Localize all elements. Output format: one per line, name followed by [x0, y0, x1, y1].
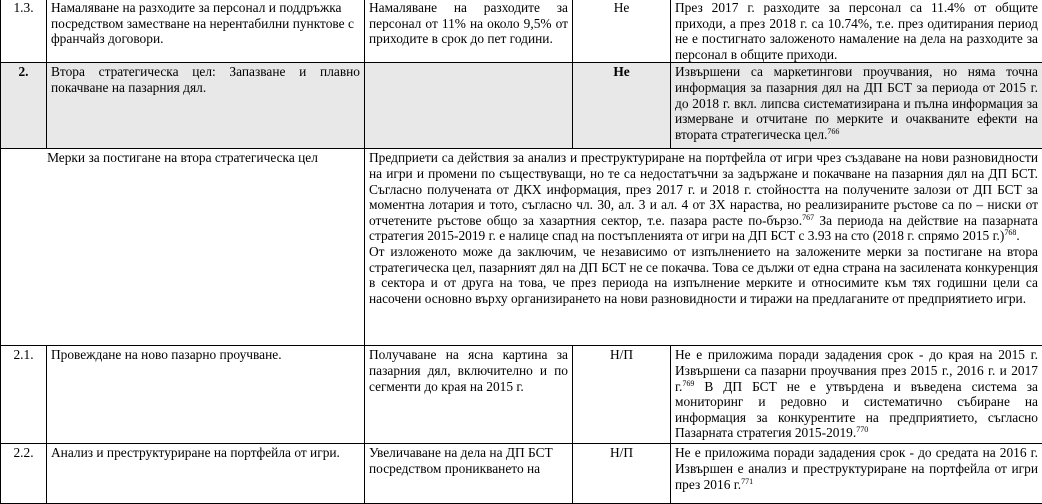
goal-name: Втора стратегическа цел: Запазване и плавно покачване на пазарния дял. [47, 63, 365, 149]
table-row-goal [1, 63, 1042, 149]
measures-text [365, 149, 1042, 346]
comment-text-cont: В ДП БСТ не е утвърдена и въведена система за мониторинг и редовно и систематично събиране на информация за конкурентите на предприятието, съгласно Пазарната стратегия 2015-2019. [675, 379, 1038, 441]
comment-text: Не е приложима поради зададения срок - до средата на 2016 г. Извършен е анализ и преструктуриране на портфейла от игри през 2016 г. [675, 445, 1038, 491]
status-cell: Н/П [573, 444, 671, 504]
footnote-ref: 770 [856, 425, 868, 434]
measures-para1-end: . [1016, 228, 1019, 243]
measure-name: Намаляване на разходите за персонал и поддръжка посредством заместване на нерентабилни пунктове с франчайз договори. [47, 0, 365, 63]
comment-cell [671, 63, 1042, 149]
measure-target: Получаване на ясна картина за пазарния дял, включително и по сегменти до края на 2015 г. [365, 346, 573, 444]
measure-name: Провеждане на ново пазарно проучване. [47, 346, 365, 444]
status-cell: Не [573, 0, 671, 63]
footnote-ref: 767 [802, 213, 814, 222]
measures-para1-text: Предприети са действия за анализ и преструктуриране на портфейла от игри чрез създаване на нови разновидности на игри и промени по съществуващи, но те са недостатъчни за задържане и покачване на пазарния дял на ДП БСТ. Съгласно получената от ДКХ информация, през 2017 г. и 2018 г. стойността на получените залози от ДП БСТ за моментна лотария и тото, съгласно чл. 30, ал. 3 и ал. 4 от ЗХ нараства, но реализираните ръстове са по – ниски от отчетените ръстове общо за хазартния сектор, т.е. пазара расте по-бързо. [369, 150, 1038, 227]
row-number: 2.1. [1, 346, 47, 444]
table-row [1, 444, 1042, 504]
status-cell: Н/П [573, 346, 671, 444]
table-row [1, 0, 1042, 63]
measures-para1-text-cont: За периода на действие на пазарната стратегия 2015-2019 г. е налице спад на постъпленията от игри на ДП БСТ с 3.93 на сто (2018 г. спрямо 2015 г.) [369, 213, 1038, 244]
comment-cell [671, 444, 1042, 504]
measures-heading: Мерки за постигане на втора стратегическа цел [1, 149, 365, 346]
measures-para2: От изложеното може да заключим, че независимо от изпълнението на заложените мерки за постигане на втора стратегическа цел, пазарният дял на ДП БСТ не се покачва. Това се дължи от една страна на засилената конкуренция в сектора и от друга на това, че през периода на изпълнение мерките и относимите към тях годишни цели са насочени основно върху организирането на нови разновидности и тиражи на предлаганите от предприятието игри. [369, 244, 1038, 306]
goal-target [365, 63, 573, 149]
row-number: 2.2. [1, 444, 47, 504]
footnote-ref: 766 [827, 127, 839, 136]
row-number: 2. [1, 63, 47, 149]
table-row [1, 346, 1042, 444]
row-number: 1.3. [1, 0, 47, 63]
measures-row [1, 149, 1042, 346]
footnote-ref: 771 [741, 477, 753, 486]
comment-text: Извършени са маркетингови проучвания, но няма точна информация за пазарния дял на ДП БСТ за периода от 2015 г. до 2018 г. вкл. липсва систематизирана и пълна информация за измерване и отчитане по мерките и очакваните ефекти на втората стратегическа цел. [675, 64, 1038, 141]
measure-target: Увеличаване на дела на ДП БСТ посредством проникването на [365, 444, 573, 504]
comment-text: Не е приложима поради зададения срок - до края на 2015 г. Извършени са пазарни проучвания през 2015 г., 2016 г. и 2017 г. [675, 347, 1038, 393]
footnote-ref: 769 [682, 379, 694, 388]
measure-name: Анализ и преструктуриране на портфейла от игри. [47, 444, 365, 504]
footnote-ref: 768 [1004, 228, 1016, 237]
measure-target: Намаляване на разходите за персонал от 11% на около 9,5% от приходите в срок до пет години. [365, 0, 573, 63]
comment-cell [671, 346, 1042, 444]
comment-cell: През 2017 г. разходите за персонал са 11.4% от общите приходи, а през 2018 г. са 10.74%, т.е. през одитирания период не е постигнато заложеното намаление на дела на разходите за персонал в общите приходи. [671, 0, 1042, 63]
status-cell: Не [573, 63, 671, 149]
